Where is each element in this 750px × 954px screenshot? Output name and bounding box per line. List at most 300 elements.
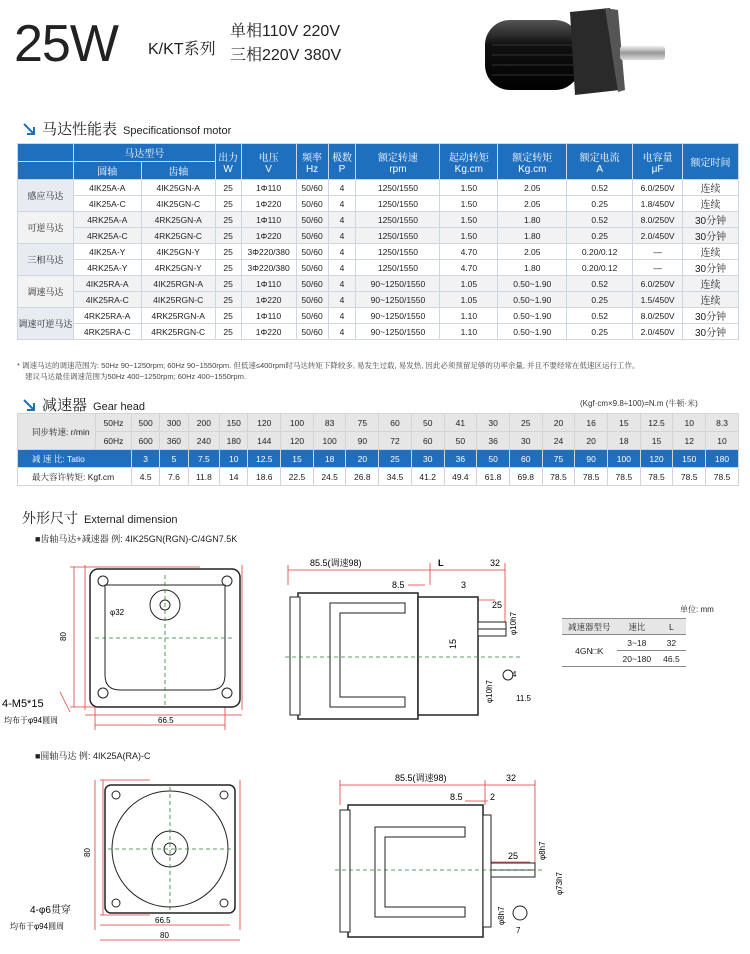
spec-cell: 1Φ110 <box>241 180 296 196</box>
spec-cell: 2.0/450V <box>633 324 683 340</box>
spec-cell: 0.25 <box>567 292 633 308</box>
spec-cell: 0.50~1.90 <box>498 324 567 340</box>
spec-cell: 0.20/0.12 <box>567 244 633 260</box>
gear-speed-50hz-cell: 30 <box>477 414 510 432</box>
bottom-pcd-note: 均布于φ94圆周 <box>10 922 65 931</box>
gear-speed-50hz-cell: 100 <box>281 414 314 432</box>
spec-cell: 4RK25GN-C <box>141 228 215 244</box>
spec-cell: 0.52 <box>567 180 633 196</box>
spec-row <box>18 260 739 276</box>
spec-cell: 4 <box>328 180 356 196</box>
spec-cell: 4IK25A-C <box>73 196 141 212</box>
spec-cell: 4IK25GN-C <box>141 196 215 212</box>
small-l-1: 32 <box>657 635 686 651</box>
gear-max-torque-cell: 24.5 <box>313 468 346 486</box>
gear-speed-50hz-cell: 12.5 <box>640 414 673 432</box>
spec-cell: 1.8/450V <box>633 196 683 212</box>
gear-max-torque-cell: 22.5 <box>281 468 314 486</box>
sync-speed-label: 同步转速: r/min <box>18 414 96 450</box>
gear-motor-side-view <box>280 545 550 735</box>
gear-max-torque-cell: 78.5 <box>542 468 575 486</box>
spec-cell: 30分钟 <box>683 324 739 340</box>
header-rated-torque-label: 额定转矩 <box>512 152 553 164</box>
spec-cell: 1Φ220 <box>241 292 296 308</box>
spec-cell: 6.0/250V <box>633 276 683 292</box>
gear-ratio-cell: 60 <box>509 450 542 468</box>
spec-cell: 50/60 <box>296 308 328 324</box>
gear-row-torque <box>18 468 739 486</box>
dim-66-5: 66.5 <box>158 716 174 725</box>
header-poles-unit: P <box>338 163 346 175</box>
gear-section-title-en: Gear head <box>93 401 145 413</box>
spec-cell: 1.10 <box>440 308 498 324</box>
spec-cell: 1.5/450V <box>633 292 683 308</box>
gear-ratio-cell: 100 <box>607 450 640 468</box>
speed-control-note <box>17 360 747 382</box>
motor-type-group: 感应马达 <box>18 180 74 212</box>
spec-cell: 0.25 <box>567 228 633 244</box>
spec-cell: 25 <box>215 180 241 196</box>
header-start-torque <box>440 144 498 180</box>
header-voltage-label: 电压 <box>258 152 279 164</box>
header-freq <box>296 144 328 180</box>
dim-80: 80 <box>59 632 68 641</box>
bottom-dim-phi8h7-bottom: φ8h7 <box>497 906 506 925</box>
motor-type-group: 调速可逆马达 <box>18 308 74 340</box>
spec-cell: 1250/1550 <box>356 260 440 276</box>
series-label: K/KT系列 <box>148 41 216 58</box>
spec-cell: 连续 <box>683 244 739 260</box>
small-model: 4GN□K <box>562 635 617 667</box>
spec-cell: 连续 <box>683 180 739 196</box>
gear-speed-60hz-cell: 50 <box>444 432 477 450</box>
torque-label: 最大容许转矩: Kgf.cm <box>18 468 132 486</box>
gear-speed-50hz-cell: 50 <box>411 414 444 432</box>
spec-cell: 1.05 <box>440 276 498 292</box>
gear-ratio-cell: 7.5 <box>188 450 220 468</box>
small-ratio-2: 20~180 <box>617 651 658 667</box>
header-start-torque-unit: Kg.cm <box>454 163 484 175</box>
spec-cell: 2.05 <box>498 196 567 212</box>
spec-cell: 0.50~1.90 <box>498 308 567 324</box>
bottom-dim-8-5: 8.5 <box>450 792 463 802</box>
gear-ratio-cell: 12.5 <box>248 450 281 468</box>
spec-cell: 1.50 <box>440 196 498 212</box>
spec-row <box>18 228 739 244</box>
spec-cell: 4 <box>328 244 356 260</box>
spec-cell: 4.70 <box>440 244 498 260</box>
header-poles <box>328 144 356 180</box>
header-poles-label: 极数 <box>332 152 353 164</box>
gear-ratio-cell: 18 <box>313 450 346 468</box>
spec-cell: 1.10 <box>440 324 498 340</box>
torque-unit-note: (Kgf·cm×9.8÷100)=N.m (牛顿·米) <box>580 399 698 408</box>
screw-spec: 4-M5*15 <box>2 698 44 710</box>
voltage-spec <box>230 20 341 68</box>
bottom-dim-phi8h7-top: φ8h7 <box>538 841 547 860</box>
spec-row <box>18 180 739 196</box>
hole-spec: 4-φ6贯穿 <box>30 905 71 916</box>
gear-max-torque-cell: 78.5 <box>607 468 640 486</box>
spec-cell: 4IK25RA-C <box>73 292 141 308</box>
spec-row <box>18 244 739 260</box>
gear-speed-60hz-cell: 10 <box>706 432 739 450</box>
spec-cell: — <box>633 260 683 276</box>
bottom-dim-80b: 80 <box>160 931 169 940</box>
header-capacitor <box>633 144 683 180</box>
spec-cell: 8.0/250V <box>633 308 683 324</box>
gear-speed-50hz-cell: 120 <box>248 414 281 432</box>
gear-max-torque-cell: 78.5 <box>575 468 608 486</box>
spec-cell: 1Φ220 <box>241 228 296 244</box>
gear-speed-50hz-cell: 20 <box>542 414 575 432</box>
power-title: 25W <box>14 15 118 73</box>
round-motor-side-view <box>320 765 570 950</box>
gear-ratio-cell: 20 <box>346 450 379 468</box>
spec-cell: 50/60 <box>296 292 328 308</box>
bottom-dim-2: 2 <box>490 792 496 802</box>
caption-round-shaft-motor: ■圆轴马达 例: 4IK25A(RA)-C <box>35 751 151 761</box>
hz60-label: 60Hz <box>96 432 132 450</box>
gear-speed-50hz-cell: 16 <box>575 414 608 432</box>
gear-speed-60hz-cell: 15 <box>640 432 673 450</box>
gear-speed-60hz-cell: 36 <box>477 432 510 450</box>
spec-cell: 4RK25GN-Y <box>141 260 215 276</box>
header-rated-torque-unit: Kg.cm <box>518 163 547 175</box>
gear-max-torque-cell: 4.5 <box>132 468 160 486</box>
gear-ratio-cell: 25 <box>379 450 412 468</box>
header-voltage <box>241 144 296 180</box>
gear-max-torque-cell: 41.2 <box>411 468 444 486</box>
spec-cell: 4 <box>328 292 356 308</box>
gear-max-torque-cell: 78.5 <box>673 468 706 486</box>
header-rated-torque <box>498 144 567 180</box>
spec-cell: 4 <box>328 308 356 324</box>
header-current <box>567 144 633 180</box>
spec-cell: 25 <box>215 244 241 260</box>
spec-cell: 2.0/450V <box>633 228 683 244</box>
spec-cell: 50/60 <box>296 324 328 340</box>
spec-cell: 0.25 <box>567 324 633 340</box>
gear-speed-60hz-cell: 600 <box>132 432 160 450</box>
gear-max-torque-cell: 61.8 <box>477 468 510 486</box>
header-power-unit: W <box>223 163 233 175</box>
spec-table-body <box>18 180 739 340</box>
spec-cell: 0.52 <box>567 308 633 324</box>
dim-4: 4 <box>512 670 517 679</box>
caption-gear-motor: ■齿轴马达+减速器 例: 4IK25GN(RGN)-C/4GN7.5K <box>35 534 238 544</box>
dim-phi32: φ32 <box>110 608 125 617</box>
dim-phi10h7-top: φ10h7 <box>509 612 518 635</box>
gear-max-torque-cell: 78.5 <box>706 468 739 486</box>
spec-cell: 1.50 <box>440 228 498 244</box>
spec-cell: 50/60 <box>296 228 328 244</box>
arrow-icon <box>22 122 36 136</box>
spec-cell: 25 <box>215 212 241 228</box>
gear-speed-60hz-cell: 12 <box>673 432 706 450</box>
header-model: 马达型号 <box>73 144 215 162</box>
motor-type-group: 三相马达 <box>18 244 74 276</box>
spec-cell: 50/60 <box>296 260 328 276</box>
gear-ratio-cell: 120 <box>640 450 673 468</box>
spec-cell: 4 <box>328 228 356 244</box>
gear-max-torque-cell: 26.8 <box>346 468 379 486</box>
spec-cell: 连续 <box>683 292 739 308</box>
spec-cell: 4RK25RA-A <box>73 308 141 324</box>
motor-type-group: 调速马达 <box>18 276 74 308</box>
spec-cell: 3Φ220/380 <box>241 244 296 260</box>
gear-max-torque-cell: 7.6 <box>160 468 188 486</box>
spec-cell: 30分钟 <box>683 260 739 276</box>
note-line-1: * 调速马达的调速范围为: 50Hz 90~1250rpm; 60Hz 90~1550rpm. 但低速≤400rpm时马达转矩下降较多, 易发生过载, 易发热, 因此必须预留足够的功率余量, 并且不要经常在低速区运行工作。 <box>17 361 640 370</box>
gear-speed-50hz-cell: 10 <box>673 414 706 432</box>
pcd-note: 均布于φ94圆周 <box>4 716 59 725</box>
spec-cell: 1Φ110 <box>241 308 296 324</box>
gear-max-torque-cell: 78.5 <box>640 468 673 486</box>
gear-speed-60hz-cell: 90 <box>346 432 379 450</box>
spec-cell: — <box>633 244 683 260</box>
spec-row <box>18 292 739 308</box>
spec-cell: 90~1250/1550 <box>356 324 440 340</box>
spec-cell: 4RK25GN-A <box>141 212 215 228</box>
gear-length-table <box>562 618 686 667</box>
dim-11-5: 11.5 <box>516 694 531 703</box>
header-current-unit: A <box>596 163 603 175</box>
gear-speed-50hz-cell: 75 <box>346 414 379 432</box>
spec-cell: 4 <box>328 260 356 276</box>
gear-speed-50hz-cell: 8.3 <box>706 414 739 432</box>
gear-speed-60hz-cell: 360 <box>160 432 188 450</box>
spec-cell: 3Φ220/380 <box>241 260 296 276</box>
small-header-model: 减速器型号 <box>562 619 617 635</box>
spec-cell: 4RK25RA-C <box>73 324 141 340</box>
motor-spec-table <box>17 143 739 340</box>
gear-max-torque-cell: 34.5 <box>379 468 412 486</box>
gear-ratio-cell: 90 <box>575 450 608 468</box>
spec-cell: 4 <box>328 324 356 340</box>
spec-cell: 1.50 <box>440 180 498 196</box>
spec-cell: 0.50~1.90 <box>498 276 567 292</box>
header-speed-label: 额定转速 <box>377 152 418 164</box>
dim-85-5: 85.5(调速98) <box>310 558 362 568</box>
spec-cell: 1.05 <box>440 292 498 308</box>
header-capacitor-label: 电容量 <box>642 152 673 164</box>
small-header-ratio: 速比 <box>617 619 658 635</box>
header-gear-shaft: 齿轴 <box>141 162 215 180</box>
gear-speed-50hz-cell: 300 <box>160 414 188 432</box>
gear-speed-60hz-cell: 180 <box>220 432 248 450</box>
voltage-line-2: 三相220V 380V <box>230 47 342 64</box>
bottom-dim-80: 80 <box>83 848 92 857</box>
gear-speed-50hz-cell: 25 <box>509 414 542 432</box>
gear-speed-50hz-cell: 200 <box>188 414 220 432</box>
spec-row <box>18 196 739 212</box>
small-ratio-1: 3~18 <box>617 635 658 651</box>
gear-ratio-cell: 36 <box>444 450 477 468</box>
bottom-dim-32: 32 <box>506 773 517 783</box>
gear-speed-60hz-cell: 144 <box>248 432 281 450</box>
spec-cell: 连续 <box>683 276 739 292</box>
spec-cell: 4IK25RGN-A <box>141 276 215 292</box>
bottom-dim-7: 7 <box>516 926 521 935</box>
header-current-label: 额定电流 <box>579 152 620 164</box>
spec-cell: 4RK25A-A <box>73 212 141 228</box>
small-l-2: 46.5 <box>657 651 686 667</box>
spec-cell: 1Φ110 <box>241 212 296 228</box>
spec-cell: 50/60 <box>296 180 328 196</box>
bottom-dim-phi73h7: φ73h7 <box>555 872 564 895</box>
spec-cell: 4RK25RGN-C <box>141 324 215 340</box>
header-round-shaft: 圆轴 <box>73 162 141 180</box>
spec-cell: 90~1250/1550 <box>356 308 440 324</box>
gear-speed-60hz-cell: 30 <box>509 432 542 450</box>
spec-cell: 1.50 <box>440 212 498 228</box>
spec-cell: 4 <box>328 196 356 212</box>
gear-speed-50hz-cell: 60 <box>379 414 412 432</box>
gear-speed-60hz-cell: 72 <box>379 432 412 450</box>
spec-cell: 50/60 <box>296 276 328 292</box>
motor-photo <box>470 0 670 100</box>
gear-motor-front-view <box>0 545 260 745</box>
spec-cell: 25 <box>215 260 241 276</box>
gear-speed-60hz-cell: 60 <box>411 432 444 450</box>
header-start-torque-label: 起动转矩 <box>448 152 489 164</box>
ratio-label: 减 速 比: Tatio <box>18 450 132 468</box>
round-motor-front-view <box>0 765 260 950</box>
gear-row-60hz <box>18 432 739 450</box>
spec-cell: 4 <box>328 212 356 228</box>
spec-cell: 0.20/0.12 <box>567 260 633 276</box>
gear-ratio-cell: 10 <box>220 450 248 468</box>
gear-ratio-cell: 5 <box>160 450 188 468</box>
arrow-icon <box>22 398 36 412</box>
spec-cell: 50/60 <box>296 244 328 260</box>
spec-cell: 4.70 <box>440 260 498 276</box>
spec-cell: 4IK25GN-Y <box>141 244 215 260</box>
dimension-heading <box>22 508 178 528</box>
motor-section-heading <box>22 118 231 139</box>
spec-cell: 4RK25A-Y <box>73 260 141 276</box>
gear-speed-60hz-cell: 240 <box>188 432 220 450</box>
note-line-2: 建议马达最佳调速范围为50Hz 400~1250rpm; 60Hz 400~1550rpm. <box>25 372 246 381</box>
spec-cell: 1.80 <box>498 228 567 244</box>
dim-8-5: 8.5 <box>392 580 405 590</box>
dim-25: 25 <box>492 600 503 610</box>
gear-head-table <box>17 413 739 486</box>
spec-cell: 25 <box>215 228 241 244</box>
spec-cell: 1250/1550 <box>356 212 440 228</box>
gear-speed-60hz-cell: 120 <box>281 432 314 450</box>
header-power-label: 出力 <box>218 152 239 164</box>
gear-ratio-cell: 180 <box>706 450 739 468</box>
spec-cell: 1250/1550 <box>356 180 440 196</box>
gear-speed-60hz-cell: 100 <box>313 432 346 450</box>
dim-phi10h7-bottom: φ10h7 <box>485 680 494 703</box>
bottom-dim-66-5: 66.5 <box>155 916 171 925</box>
gear-speed-60hz-cell: 20 <box>575 432 608 450</box>
gear-ratio-cell: 50 <box>477 450 510 468</box>
header-capacitor-unit: μF <box>651 163 664 175</box>
dim-3: 3 <box>461 580 467 590</box>
spec-row <box>18 276 739 292</box>
gear-max-torque-cell: 69.8 <box>509 468 542 486</box>
motor-section-title: 马达性能表 <box>42 121 118 138</box>
spec-row <box>18 308 739 324</box>
spec-cell: 90~1250/1550 <box>356 292 440 308</box>
gear-row-50hz <box>18 414 739 432</box>
dim-32: 32 <box>490 558 501 568</box>
gear-speed-50hz-cell: 15 <box>607 414 640 432</box>
spec-cell: 1.80 <box>498 212 567 228</box>
gear-speed-60hz-cell: 24 <box>542 432 575 450</box>
gear-speed-50hz-cell: 500 <box>132 414 160 432</box>
spec-cell: 1Φ110 <box>241 276 296 292</box>
spec-cell: 30分钟 <box>683 228 739 244</box>
gear-speed-60hz-cell: 18 <box>607 432 640 450</box>
small-header-l: L <box>657 619 686 635</box>
gear-speed-50hz-cell: 41 <box>444 414 477 432</box>
spec-cell: 1250/1550 <box>356 228 440 244</box>
spec-row <box>18 324 739 340</box>
gear-ratio-cell: 15 <box>281 450 314 468</box>
spec-cell: 6.0/250V <box>633 180 683 196</box>
header-power <box>215 144 241 180</box>
spec-cell: 25 <box>215 324 241 340</box>
spec-cell: 4IK25RA-A <box>73 276 141 292</box>
gear-ratio-cell: 75 <box>542 450 575 468</box>
spec-cell: 25 <box>215 292 241 308</box>
gear-ratio-cell: 150 <box>673 450 706 468</box>
spec-cell: 4 <box>328 276 356 292</box>
spec-cell: 1.80 <box>498 260 567 276</box>
spec-cell: 4IK25GN-A <box>141 180 215 196</box>
spec-cell: 4RK25RGN-A <box>141 308 215 324</box>
spec-cell: 2.05 <box>498 180 567 196</box>
spec-cell: 50/60 <box>296 212 328 228</box>
spec-cell: 0.50~1.90 <box>498 292 567 308</box>
header-speed <box>356 144 440 180</box>
motor-section-title-en: Specificationsof motor <box>123 125 232 137</box>
spec-cell: 25 <box>215 276 241 292</box>
spec-cell: 2.05 <box>498 244 567 260</box>
header-voltage-unit: V <box>265 163 272 175</box>
spec-cell: 1250/1550 <box>356 244 440 260</box>
spec-cell: 8.0/250V <box>633 212 683 228</box>
spec-cell: 25 <box>215 196 241 212</box>
spec-cell: 25 <box>215 308 241 324</box>
spec-cell: 4IK25RGN-C <box>141 292 215 308</box>
gear-max-torque-cell: 18.6 <box>248 468 281 486</box>
header-freq-label: 频率 <box>302 152 323 164</box>
hz50-label: 50Hz <box>96 414 132 432</box>
spec-cell: 1Φ220 <box>241 196 296 212</box>
gear-section-title: 减速器 <box>42 397 88 414</box>
spec-cell: 连续 <box>683 196 739 212</box>
spec-cell: 1Φ220 <box>241 324 296 340</box>
spec-cell: 30分钟 <box>683 308 739 324</box>
spec-cell: 0.52 <box>567 212 633 228</box>
spec-cell: 90~1250/1550 <box>356 276 440 292</box>
spec-cell: 4IK25A-Y <box>73 244 141 260</box>
spec-cell: 4RK25A-C <box>73 228 141 244</box>
dimension-title: 外形尺寸 <box>22 510 78 526</box>
header-freq-unit: Hz <box>305 163 319 175</box>
gear-max-torque-cell: 11.8 <box>188 468 220 486</box>
gear-row-ratio <box>18 450 739 468</box>
spec-cell: 50/60 <box>296 196 328 212</box>
gear-section-heading <box>22 394 145 415</box>
gear-max-torque-cell: 49.4 <box>444 468 477 486</box>
